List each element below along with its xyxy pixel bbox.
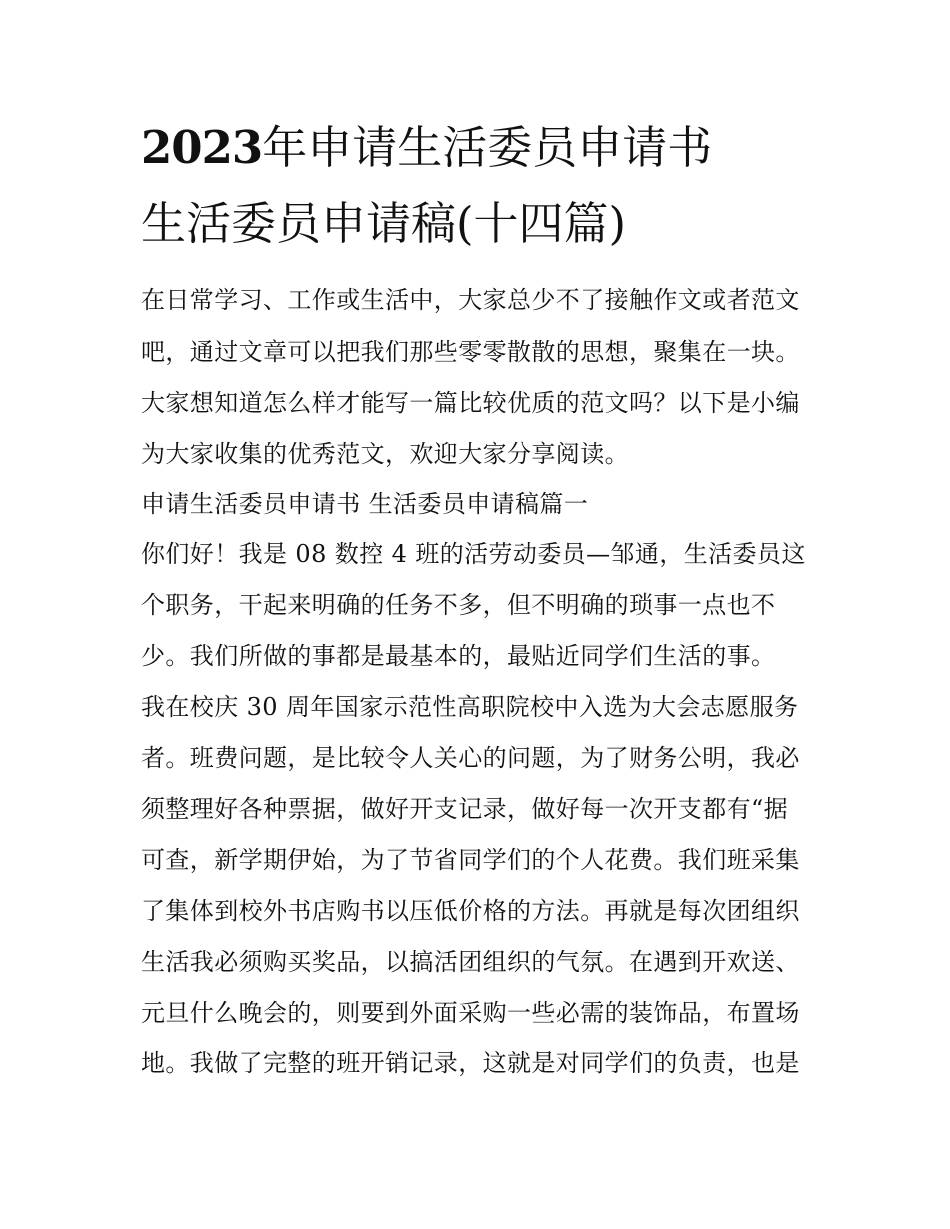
body-line: 了集体到校外书店购书以压低价格的方法。再就是每次团组织 — [141, 897, 800, 925]
body-line: 须整理好各种票据，做好开支记录，做好每一次开支都有“据 — [141, 795, 789, 823]
body-line: 地。我做了完整的班开销记录，这就是对同学们的负责，也是 — [141, 1049, 800, 1077]
body-line: 生活我必须购买奖品，以搞活团组织的气氛。在遇到开欢送、 — [141, 948, 800, 976]
body-line: 吧，通过文章可以把我们那些零零散散的思想，聚集在一块。 — [141, 338, 800, 366]
section-heading: 申请生活委员申请书 生活委员申请稿篇一 — [141, 490, 589, 518]
body-line: 个职务，干起来明确的任务不多，但不明确的琐事一点也不 — [141, 591, 776, 619]
body-line: 为大家收集的优秀范文，欢迎大家分享阅读。 — [141, 440, 629, 468]
title-year: 2023 — [141, 121, 263, 174]
body-line: 你们好！我是 08 数控 4 班的活劳动委员—邹通，生活委员这 — [141, 540, 806, 568]
body-line: 元旦什么晚会的，则要到外面采购一些必需的装饰品，布置场 — [141, 999, 800, 1027]
document-title-line-2: 生活委员申请稿(十四篇) — [141, 197, 627, 250]
body-line: 可查，新学期伊始，为了节省同学们的个人花费。我们班采集 — [141, 846, 800, 874]
body-line: 我在校庆 30 周年国家示范性高职院校中入选为大会志愿服务 — [141, 693, 799, 721]
body-line: 者。班费问题，是比较令人关心的问题，为了财务公明，我必 — [141, 744, 800, 772]
body-line: 少。我们所做的事都是最基本的，最贴近同学们生活的事。 — [141, 642, 776, 670]
document-title-line-1 — [141, 118, 712, 178]
title-text: 年申请生活委员申请书 — [262, 121, 713, 174]
body-line: 大家想知道怎么样才能写一篇比较优质的范文吗？以下是小编 — [141, 389, 800, 417]
body-line: 在日常学习、工作或生活中，大家总少不了接触作文或者范文 — [141, 286, 800, 314]
